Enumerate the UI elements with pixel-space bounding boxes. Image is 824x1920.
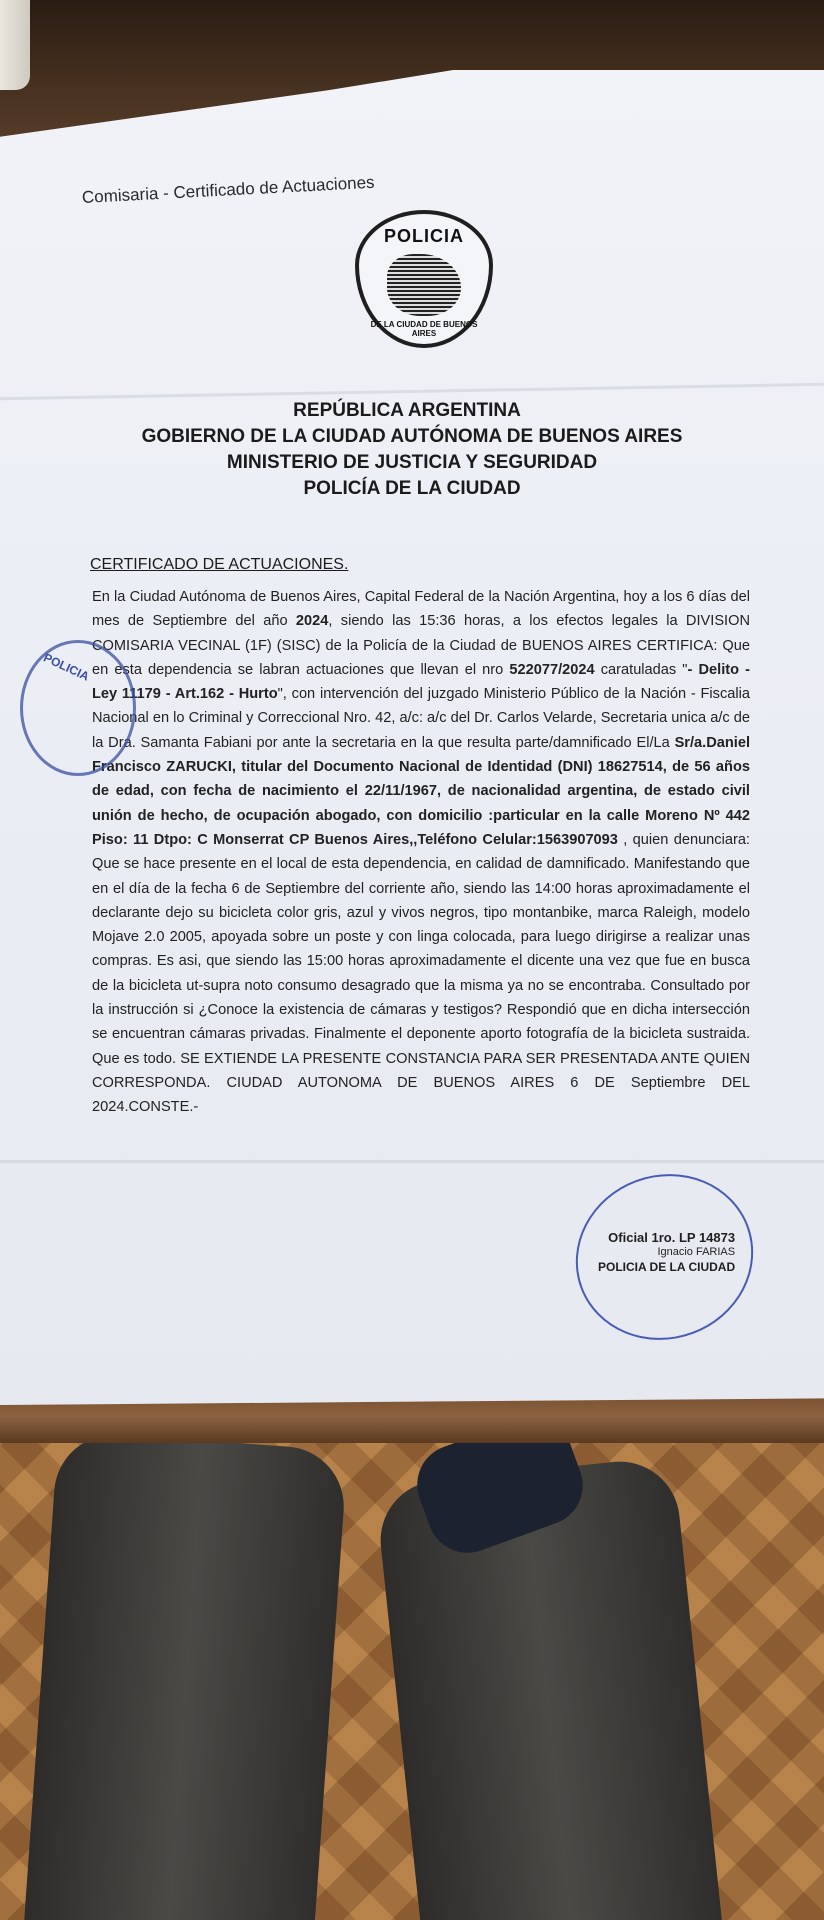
signature-line-3: POLICIA DE LA CIUDAD: [598, 1260, 736, 1274]
body-year: 2024: [295, 613, 329, 630]
body-part-1: En la Ciudad Autónoma de Buenos Aires, Capital Federal de la Nación Argentina, hoy a los 6 días del mes de Septiembre del año: [92, 589, 750, 630]
complainant-details: Sr/a.Daniel Francisco ZARUCKI, titular del Documento Nacional de Identidad (DNI) 18627514, de 56 años de edad, con fecha de nacimiento el 22/11/1967, de nacionalidad argentina, de estado civil unión de hecho, de ocupación abogado, con domicilio :particular en la calle Moreno Nº 442 Piso: 11 Dtpo: C Monserrat CP Buenos Aires,,Teléfono Celular:1563907093: [92, 734, 750, 848]
body-part-5: , quien denunciara: Que se hace presente en el local de esta dependencia, en calidad de damnificado. Manifestando que en el día de la fecha 6 de Septiembre del corriente año, siendo las 14:00 horas aproximadamente el declarante dejo su bicicleta color gris, azul y vivos negros, tipo montanbike, marca Raleigh, modelo Mojave 2.0 2005, apoyada sobre un poste y con linga colocada, para luego dirigirse a realizar unas compras. Es asi, que siendo las 15:00 horas aproximadamente el dicente una vez que fue en busca de la bicicleta ut-supra noto consumo desagrado que la misma ya no se encontraba. Consultado por la instrucción si ¿Conoce la existencia de cámaras y testigos? Respondió que en dicha intersección se encuentran cámaras privadas. Finalmente el deponente aporto fotografía de la bicicleta sustraida. Que es todo. SE EXTIENDE LA PRESENTE CONSTANCIA PARA SER PRESENTADA ANTE QUIEN CORRESPONDA. CIUDAD AUTONOMA DE BUENOS AIRES 6 DE Septiembre DEL 2024.CONSTE.-: [92, 831, 750, 1116]
title-line-1: REPÚBLICA ARGENTINA: [293, 400, 521, 421]
police-seal-icon: [355, 210, 493, 348]
header-line: Comisaria - Certificado de Actuaciones: [81, 172, 375, 207]
paper-crease: [0, 1160, 824, 1163]
body-part-3: caratuladas ": [594, 661, 688, 678]
title-line-3: MINISTERIO DE JUSTICIA Y SEGURIDAD: [226, 452, 598, 473]
title-line-4: POLICÍA DE LA CIUDAD: [303, 478, 521, 499]
certificate-body: [92, 585, 750, 1120]
signature-block: [598, 1230, 735, 1275]
left-leg: [22, 1431, 348, 1920]
cloth-corner: [0, 0, 30, 90]
left-stamp-icon: [20, 640, 136, 776]
seal-ring-text: DE LA CIUDAD DE BUENOS AIRES: [370, 320, 478, 338]
title-line-2: GOBIERNO DE LA CIUDAD AUTÓNOMA DE BUENOS AIRES: [141, 426, 683, 447]
case-number: 522077/2024: [509, 661, 595, 678]
certificate-heading: CERTIFICADO DE ACTUACIONES.: [90, 556, 349, 573]
left-stamp-word: POLICIA: [41, 650, 92, 684]
case-title: - Delito - Ley 11179 - Art.162 - Hurto: [92, 661, 750, 703]
seal-word: POLICIA: [383, 226, 464, 246]
signature-line-2: Ignacio FARIAS: [657, 1246, 736, 1258]
body-part-2: , siendo las 15:36 horas, a los efectos legales la DIVISION COMISARIA VECINAL (1F) (SISC) de la Policía de la Ciudad de BUENOS AIRES CERTIFICA: Que en esta dependencia se labran actuaciones que llevan el nro: [92, 613, 750, 678]
map-icon: [387, 254, 461, 316]
document-titles: [0, 398, 824, 502]
signature-line-1: Oficial 1ro. LP 14873: [608, 1230, 736, 1245]
body-part-4: ", con intervención del juzgado Ministerio Público de la Nación - Fiscalia Nacional en lo Criminal y Correccional Nro. 42, a/c: a/c del Dr. Carlos Velarde, Secretaria unica a/c de la Dra. Samanta Fabiani por ante la secretaria en la que resulta parte/damnificado El/La: [92, 686, 750, 751]
